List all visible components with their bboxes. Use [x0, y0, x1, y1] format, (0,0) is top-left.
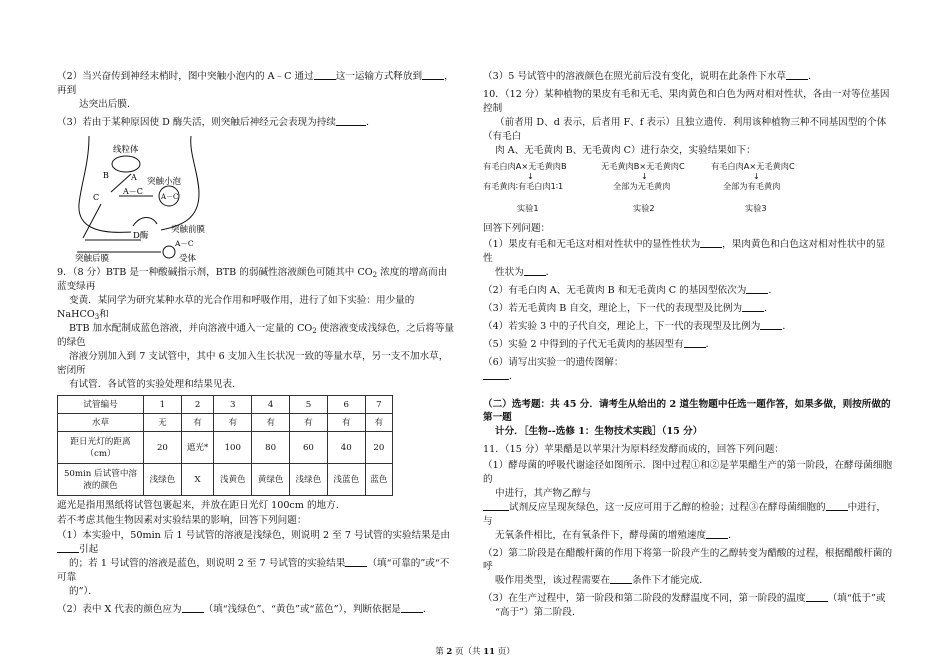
answer-blank[interactable] [483, 370, 509, 380]
answer-blank[interactable] [610, 574, 632, 584]
q8-part3: （3）若由于某种原因使 D 酶失活，则突触后神经元会表现为持续 ． [57, 116, 376, 128]
label-b: B [103, 170, 109, 180]
table-row: 50min 后试管中溶液的颜色 浅绿色 X 浅黄色 黄绿色 浅绿色 浅蓝色 蓝色 [58, 464, 393, 496]
q10-part2: （2）有毛白肉 A、无毛黄肉 B 和无毛黄肉 C 的基因型依次为 ． [483, 285, 778, 297]
answer-blank[interactable] [314, 70, 336, 80]
page-number: 2 [446, 647, 453, 657]
q11-part3: （3）在生产过程中，第一阶段和第二阶段的发酵温度不同，第一阶段的温度 （填“低于”或 “高于”）第二阶段． [483, 593, 886, 619]
left-column [57, 70, 455, 621]
answer-blank[interactable] [806, 592, 828, 602]
mitochondria-label: 线粒体 [113, 144, 139, 155]
answer-blank[interactable] [742, 302, 764, 312]
exp1-label: 实验1 [517, 203, 539, 214]
receptor-shape [163, 246, 175, 258]
exp3-offspring: 全部为有毛黄肉 [723, 181, 781, 192]
q9-intro: 9．（8 分）BTB 是一种酸碱指示剂，BTB 的弱碱性溶液颜色可随其中 $CO_2$ 浓度的增高而由蓝变绿再 变黄．某同学为研究某种水草的光合作用和呼吸作用，进行了如下实验：用少量的 NaHCO$_3$和 BTB 加水配制成蓝色溶液，并向溶液中通入一定量的 $CO_2$ 使溶液变成浅绿色，之后将等量的绿色 溶液分别加入到 7 支试管中，其中 6 支加入生长状况一致的等量水草，另一支不加水草，密闭所 有试管．各试管的实验处理和结果见表． [57, 266, 455, 390]
q10-part1: （1）果皮有毛和无毛这对相对性状中的显性性状为 ，果肉黄色和白色这对相对性状中的显性 性状为 ． [483, 239, 886, 279]
presynaptic-membrane-label: 突触前膜 [171, 224, 206, 235]
q9-part2: （2）表中 X 代表的颜色应为 （填“浅绿色”、“黄色”或“蓝色”），判断依据是 ． [57, 603, 433, 615]
q10-part4: （4）若实验 3 中的子代自交，理论上，下一代的表现型及比例为 ． [483, 320, 792, 332]
answer-blank[interactable] [760, 320, 782, 330]
table-row: 距日光灯的距离（cm） 20 遮光* 100 80 60 40 20 [58, 432, 393, 464]
total-pages: 11 [483, 647, 496, 657]
experiment-table [57, 395, 393, 496]
table-row: 水草 无 有 有 有 有 有 有 [58, 414, 393, 432]
q9-part1: （1）本实验中，50min 后 1 号试管的溶液是浅绿色，则说明 2 至 7 号试管的实验结果是由引起 的；若 1 号试管的溶液是蓝色，则说明 2 至 7 号试管的实验结果 （填“可靠的”或“不可靠 的”）． [57, 530, 450, 597]
q8-part2: （2）当兴奋传到神经末梢时，图中突触小泡内的 A﹣C 通过 这一运输方式释放到 ，再到 达突出后膜． [57, 71, 454, 110]
q10-part6: （6）请写出实验一的遗传图解： ． [483, 356, 624, 382]
answer-prompt: 回答下列问题： [483, 223, 551, 235]
arrow-icon: ↓ [527, 171, 534, 182]
exp2-label: 实验2 [633, 203, 655, 214]
receptor-label: 受体 [179, 253, 197, 262]
right-column [483, 70, 893, 624]
elective-section-header: （二）选考题：共 45 分．请考生从给出的 2 道生物题中任选一题作答，如果多做，则按所做的第一题 计分．［生物--选修 1：生物技术实践］（15 分） [483, 398, 891, 438]
mitochondria-shape [112, 156, 140, 172]
q11-part2: （2）第二阶段是在醋酸杆菌的作用下将第一阶段产生的乙醇转变为醋酸的过程，根据醋酸杆菌的呼 吸作用类型，该过程需要在 条件下才能完成． [483, 547, 893, 587]
q9-part3: （3）5 号试管中的溶液颜色在照光前后没有变化，说明在此条件下水草 ． [483, 71, 818, 82]
answer-blank[interactable] [706, 529, 728, 539]
table-note: 遮光是指用黑纸将试管包裹起来，并放在距日光灯 100cm 的地方． [57, 500, 346, 512]
synapse-drawing [71, 134, 221, 262]
arrow-icon: ↓ [641, 171, 648, 182]
q10-intro: 10．（12 分）某种植物的果皮有毛和无毛、果肉黄色和白色为两对相对性状，各由一对等位基因控制 （前者用 D、d 表示，后者用 F、f 表示）且独立遗传．利用该种植物三种不同基因型的个体（有毛白 肉 A、无毛黄肉 B、无毛黄肉 C）进行杂交，实验结果如下： [483, 88, 890, 156]
label-ac: A－C [123, 186, 143, 196]
answer-blank[interactable] [826, 501, 848, 511]
vesicle-release [133, 217, 157, 226]
q10-part5: （5）实验 2 中得到的子代无毛黄肉的基因型有 ． [483, 338, 716, 350]
instruction: 若不考虑其他生物因素对实验结果的影响，回答下列问题： [57, 515, 307, 527]
answer-blank[interactable] [336, 116, 366, 126]
q10-part3: （3）若无毛黄肉 B 自交，理论上，下一代的表现型及比例为 ． [483, 302, 774, 314]
exp3-parents: 有毛白肉A×无毛黄肉C [711, 161, 795, 172]
exp2-parents: 无毛黄肉B×无毛黄肉C [601, 161, 685, 172]
vesicle-label: 突触小泡 [147, 176, 182, 187]
answer-blank[interactable] [746, 284, 768, 294]
cross-experiments [483, 161, 893, 219]
label-c: C [93, 192, 100, 202]
arrow-line [83, 204, 101, 238]
exp2-offspring: 全部为无毛黄肉 [613, 181, 671, 192]
synapse-diagram [71, 134, 221, 262]
answer-blank[interactable] [700, 238, 722, 248]
answer-blank[interactable] [483, 501, 509, 511]
page-footer: 第 2 页（共 11 页） [435, 647, 515, 657]
exp3-label: 实验3 [745, 203, 767, 214]
label-a: A [131, 172, 137, 182]
answer-blank[interactable] [524, 266, 546, 276]
answer-blank[interactable] [401, 603, 423, 613]
answer-blank[interactable] [57, 543, 79, 553]
answer-blank[interactable] [345, 557, 367, 567]
answer-blank[interactable] [684, 338, 706, 348]
answer-blank[interactable] [182, 603, 204, 613]
q11-part1: （1）酵母菌的呼吸代谢途径如图所示．图中过程①和②是苹果醋生产的第一阶段，在酵母菌细胞的 中进行，其产物乙醇与 试剂反应呈现灰绿色，这一反应可用于乙醇的检验；过程③在酵母菌细胞的 中进行，与 无氧条件相比，在有氧条件下，酵母菌的增殖速度 ． [483, 460, 893, 541]
answer-blank[interactable] [786, 70, 808, 80]
d-enzyme-label: D酶 [133, 230, 149, 241]
arrow-icon: ↓ [753, 171, 760, 182]
exp1-offspring: 有毛黄肉∶有毛白肉1∶1 [483, 181, 564, 192]
label-ac-vesicle: A－C [161, 192, 179, 201]
answer-blank[interactable] [422, 70, 444, 80]
q11-intro: 11．（15 分）苹果醋是以苹果汁为原料经发酵而成的，回答下列问题： [483, 444, 784, 456]
postsynaptic-membrane-label: 突触后膜 [75, 253, 110, 262]
label-ac-receptor: A－C [175, 238, 194, 248]
table-row: 试管编号 1 2 3 4 5 6 7 [58, 396, 393, 414]
exp1-parents: 有毛白肉A×无毛黄肉B [483, 161, 567, 172]
